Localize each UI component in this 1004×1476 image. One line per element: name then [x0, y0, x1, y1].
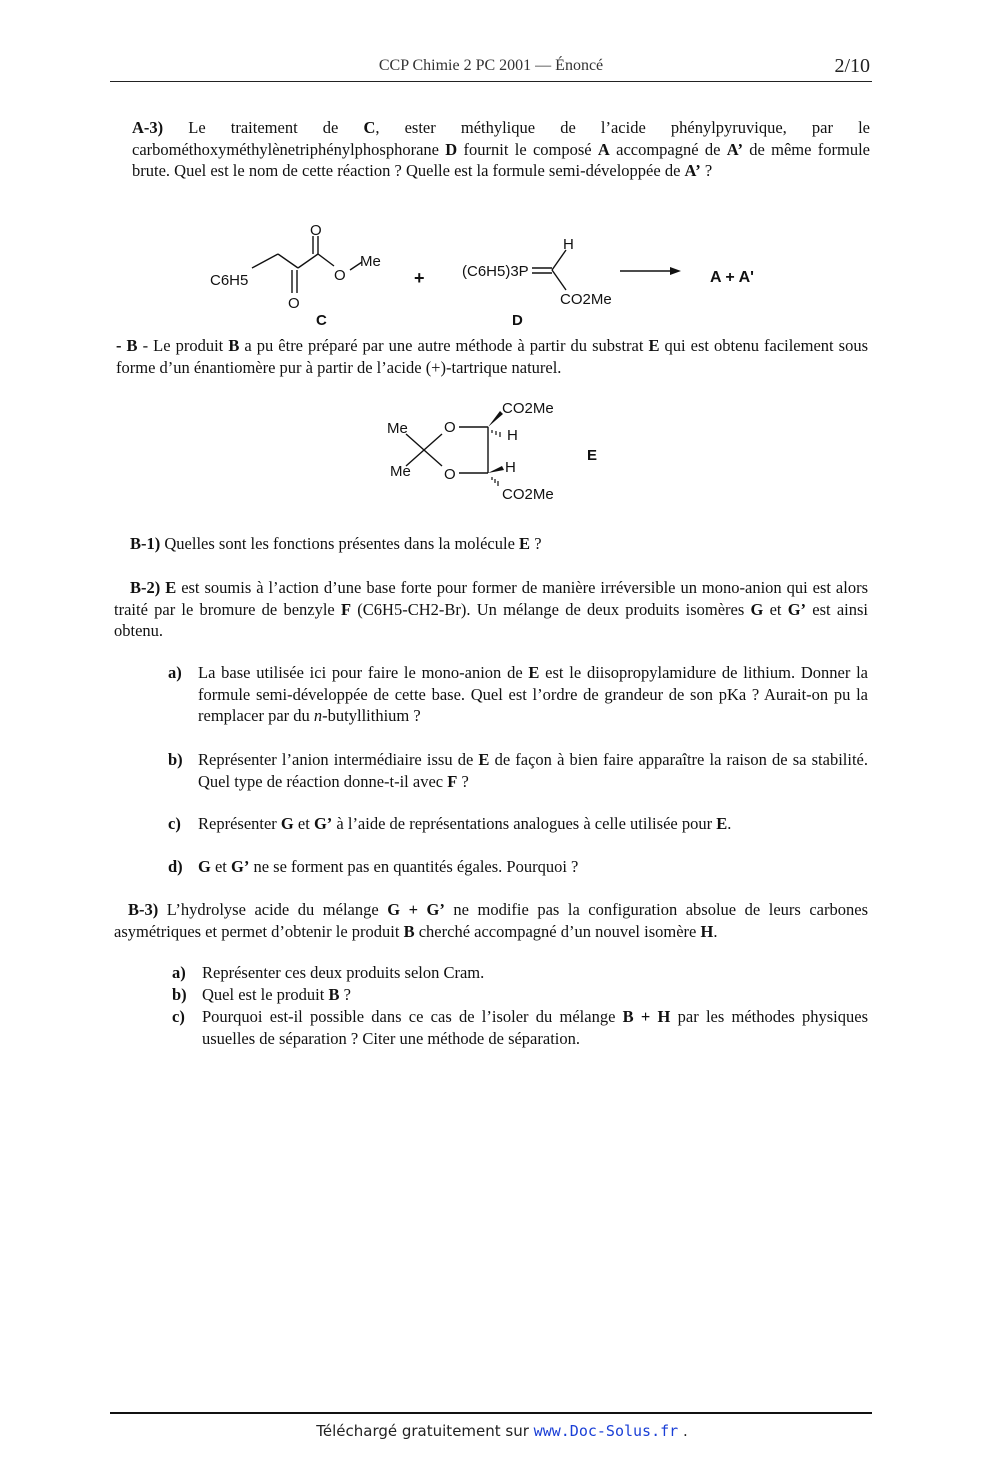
text: Représenter [198, 814, 281, 833]
footer-divider [110, 1412, 872, 1414]
item-label: b) [168, 750, 183, 769]
question-label: B-1) [130, 534, 161, 553]
text: de même formule brute. Quel est le nom de cette réaction ? Quelle est la formule semi-développée de [132, 139, 870, 180]
text: Représenter ces deux produits selon Cram. [202, 963, 485, 982]
question-label: B-2) [130, 578, 161, 597]
part-label: B [126, 336, 138, 355]
item-label: d) [168, 857, 183, 876]
e-oxygen: O [444, 466, 456, 483]
text: . [727, 814, 732, 833]
item-label: b) [172, 985, 187, 1004]
page-number: 2/10 [834, 55, 870, 77]
wedge-bond [488, 411, 503, 427]
question-b3-a [172, 962, 868, 984]
text: et [210, 857, 232, 876]
d-hydrogen: H [563, 236, 574, 253]
d-ester: CO2Me [560, 291, 612, 308]
text: qui est obtenu facilement sous forme d’un énantiomère pur à partir de l’acide (+)-tartrique naturel. [116, 336, 869, 377]
compound-label-d: D [512, 312, 523, 329]
text: Représenter l’anion intermédiaire issu de [198, 750, 479, 769]
text: Quelles sont les fonctions présentes dans la molécule [160, 534, 520, 553]
text: ? [530, 534, 542, 553]
compound-ref: E [165, 578, 177, 597]
compound-ref: H [700, 921, 714, 941]
compound-ref: E [648, 336, 660, 355]
text: -butyllithium ? [322, 706, 421, 725]
text: à l’aide de représentations analogues à celle utilisée pour [332, 814, 717, 833]
text: ? [457, 771, 469, 791]
question-b1 [130, 533, 870, 555]
text: . [713, 921, 718, 941]
e-hydrogen: H [505, 459, 516, 476]
text: a pu être préparé par une autre méthode à partir du substrat [239, 336, 649, 355]
compound-ref: E [519, 534, 531, 553]
footer-text: . [678, 1422, 688, 1440]
e-methyl: Me [390, 463, 411, 480]
arrow-head [670, 267, 681, 275]
reaction-scheme-wittig [200, 218, 800, 333]
text: , ester méthylique de l’acide phénylpyruvique, par le carbométhoxyméthylènetriphénylphosphorane [132, 118, 870, 159]
compound-ref: F [340, 599, 352, 619]
text: et [763, 599, 788, 619]
formula: (C6H5-CH2-Br) [351, 599, 467, 619]
text: n [313, 706, 323, 725]
text: est le diisopropylamidure de lithium. Donner la formule semi-développée de cette base. Quel est l’ordre de grandeur de son pKa ? Aurait-on pu la remplacer par du [198, 663, 868, 725]
question-b2-a [168, 662, 868, 727]
text: est soumis à l’action d’une base forte pour former de manière irréversible un mono-anion qui est alors traité par le bromure de benzyle [114, 578, 869, 619]
plus-sign: + [414, 268, 425, 288]
question-b2 [114, 577, 868, 642]
text: ne se forment pas en quantités égales. Pourquoi ? [249, 857, 579, 876]
compound-ref: G’ [787, 599, 807, 619]
text: Le traitement de [163, 118, 364, 137]
question-label: B-3) [128, 900, 159, 919]
e-ester: CO2Me [502, 400, 554, 417]
text: - Le produit [137, 336, 229, 355]
e-oxygen: O [444, 419, 456, 436]
compound-ref: A’ [684, 161, 701, 180]
compound-ref: B [403, 921, 415, 941]
footer-link[interactable]: www.Doc-Solus.fr [533, 1422, 679, 1440]
e-ester: CO2Me [502, 486, 554, 503]
item-label: a) [168, 663, 182, 682]
text: est ainsi obtenu. [114, 599, 868, 640]
e-hydrogen: H [507, 427, 518, 444]
compound-ref: E [716, 814, 728, 833]
c-oxygen: O [334, 267, 346, 284]
footer-text: Téléchargé gratuitement sur [316, 1422, 534, 1440]
question-b2-b [168, 749, 868, 792]
text: de façon à bien faire apparaître la raison de sa stabilité. Quel type de réaction donne-t-il avec [198, 750, 868, 791]
page-header [110, 55, 872, 82]
compound-ref: G [198, 857, 211, 876]
text: Pourquoi est-il possible dans ce cas de l’isoler du mélange [202, 1007, 623, 1026]
text: cherché accompagné d’un nouvel isomère [414, 921, 701, 941]
question-b2-c [168, 813, 868, 835]
compound-ref: B [228, 336, 240, 355]
compound-ref: F [447, 771, 458, 791]
page-footer [0, 1422, 1004, 1440]
c-oxygen: O [288, 295, 300, 312]
compound-ref: E [478, 750, 490, 769]
compound-ref: G’ [313, 814, 333, 833]
item-label: c) [172, 1007, 185, 1026]
text: et [293, 814, 314, 833]
compound-ref: D [445, 139, 458, 159]
compound-label-e: E [587, 447, 598, 464]
header-title: CCP Chimie 2 PC 2001 — Énoncé [378, 57, 604, 74]
text: . Un mélange de deux produits isomères [466, 599, 751, 619]
question-b2-d [168, 856, 868, 878]
question-b3-c [172, 1006, 868, 1049]
compound-ref: G [750, 599, 764, 619]
text: La base utilisée ici pour faire le mono-anion de [198, 663, 529, 682]
compound-ref: A [597, 139, 610, 159]
compound-ref: G’ [231, 857, 250, 876]
question-b3 [114, 899, 868, 942]
compound-ref: E [528, 663, 540, 682]
compound-ref: B [328, 985, 340, 1004]
item-label: c) [168, 814, 181, 833]
c-methyl: Me [360, 253, 381, 270]
text: L’hydrolyse acide du mélange [158, 900, 388, 919]
wedge-bond [488, 466, 504, 473]
text: - [116, 336, 127, 355]
question-a3 [132, 117, 870, 182]
question-b3-b [172, 984, 868, 1006]
text: accompagné de [609, 139, 727, 159]
question-label: A-3) [132, 118, 164, 137]
compound-ref: C [363, 118, 376, 137]
item-label: a) [172, 963, 186, 982]
compound-label-c: C [316, 312, 327, 329]
c-oxygen: O [310, 222, 322, 239]
products-label: A + A' [710, 269, 754, 286]
compound-ref: G + G’ [387, 900, 445, 919]
text: fournit le composé [457, 139, 598, 159]
d-ylide: (C6H5)3P [462, 263, 529, 280]
compound-ref: A’ [726, 139, 743, 159]
text: ? [700, 161, 713, 180]
structure-e [380, 390, 610, 510]
c-substituent: C6H5 [210, 272, 249, 289]
compound-ref: B + H [622, 1007, 671, 1026]
part-b-intro [116, 335, 868, 378]
text: ne modifie pas la configuration absolue de leurs carbones asymétriques et permet d’obtenir le produit [114, 900, 868, 941]
text: Quel est le produit [202, 985, 329, 1004]
text: par les méthodes physiques usuelles de séparation ? Citer une méthode de séparation. [202, 1007, 868, 1048]
text: ? [339, 985, 351, 1004]
compound-ref: G [280, 814, 294, 833]
e-methyl: Me [387, 420, 408, 437]
